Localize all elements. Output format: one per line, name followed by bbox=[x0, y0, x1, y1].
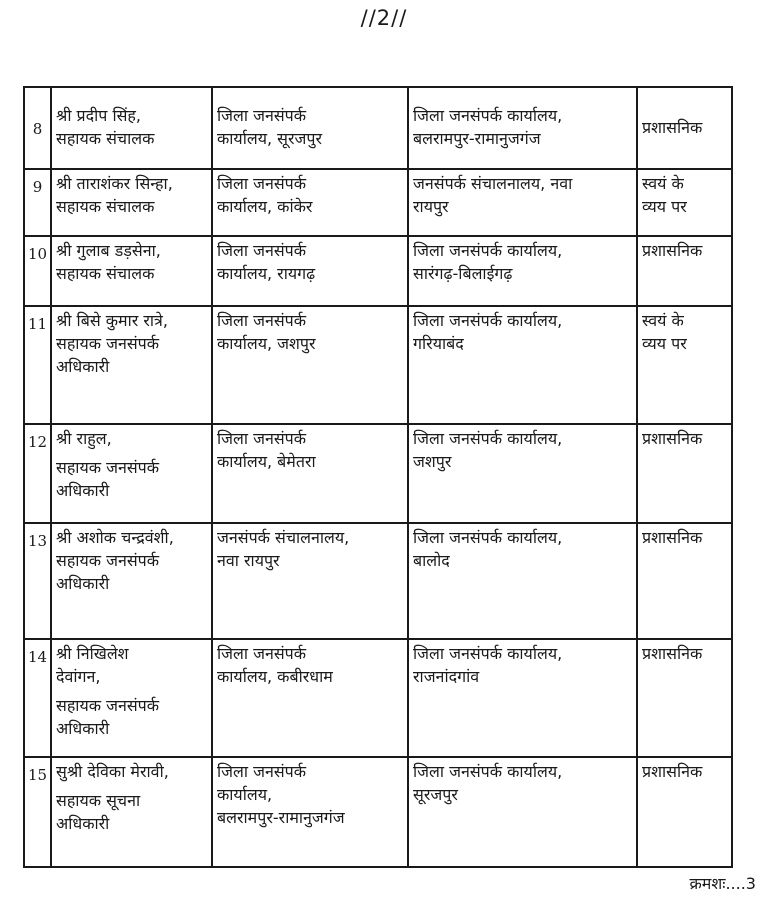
current-posting-line: जिला जनसंपर्क bbox=[217, 429, 307, 448]
current-posting-cell bbox=[212, 236, 408, 306]
new-posting-line: बालोद bbox=[413, 551, 450, 570]
transfer-reason: स्वयं के bbox=[642, 174, 684, 193]
transfer-reason-cell bbox=[637, 757, 732, 867]
transfer-reason-cell bbox=[637, 169, 732, 236]
officer-designation: सहायक संचालक bbox=[56, 129, 155, 148]
new-posting-line: रायपुर bbox=[413, 197, 449, 216]
transfer-reason: प्रशासनिक bbox=[642, 644, 703, 663]
new-posting-cell bbox=[408, 236, 637, 306]
transfer-reason-cell bbox=[637, 87, 732, 169]
current-posting-line: कार्यालय, सूरजपुर bbox=[217, 129, 323, 148]
current-posting-cell bbox=[212, 757, 408, 867]
current-posting-line: कार्यालय, कबीरधाम bbox=[217, 667, 333, 686]
current-posting-line: कार्यालय, जशपुर bbox=[217, 334, 316, 353]
current-posting-line: जिला जनसंपर्क bbox=[217, 241, 307, 260]
officer-name: श्री अशोक चन्द्रवंशी, bbox=[56, 528, 174, 547]
officer-name: सुश्री देविका मेरावी, bbox=[56, 762, 169, 781]
table-row bbox=[24, 306, 732, 424]
new-posting-line: जिला जनसंपर्क कार्यालय, bbox=[413, 106, 563, 125]
current-posting-line: जिला जनसंपर्क bbox=[217, 174, 307, 193]
new-posting-cell bbox=[408, 757, 637, 867]
current-posting-line: जनसंपर्क संचालनालय, bbox=[217, 528, 350, 547]
current-posting-line: कार्यालय, bbox=[217, 785, 273, 804]
serial-number: 13 bbox=[24, 523, 51, 639]
new-posting-line: जिला जनसंपर्क कार्यालय, bbox=[413, 241, 563, 260]
current-posting-line: जिला जनसंपर्क bbox=[217, 762, 307, 781]
officer-cell bbox=[51, 236, 212, 306]
transfer-reason: स्वयं के bbox=[642, 311, 684, 330]
officer-name: श्री राहुल, bbox=[56, 429, 112, 448]
transfer-reason: प्रशासनिक bbox=[642, 528, 703, 547]
new-posting-line: गरियाबंद bbox=[413, 334, 464, 353]
officer-name: श्री प्रदीप सिंह, bbox=[56, 106, 142, 125]
new-posting-line: सूरजपुर bbox=[413, 785, 458, 804]
new-posting-line: जनसंपर्क संचालनालय, नवा bbox=[413, 174, 573, 193]
officer-designation: सहायक संचालक bbox=[56, 197, 155, 216]
transfer-reason: व्यय पर bbox=[642, 334, 687, 353]
new-posting-line: जिला जनसंपर्क कार्यालय, bbox=[413, 762, 563, 781]
transfer-order-table bbox=[23, 86, 733, 868]
new-posting-cell bbox=[408, 523, 637, 639]
transfer-reason-cell bbox=[637, 424, 732, 523]
officer-cell bbox=[51, 306, 212, 424]
continued-marker: क्रमशः....3 bbox=[689, 874, 756, 893]
current-posting-cell bbox=[212, 424, 408, 523]
table-row bbox=[24, 424, 732, 523]
officer-name: श्री बिसे कुमार रात्रे, bbox=[56, 311, 168, 330]
officer-designation: सहायक जनसंपर्क bbox=[56, 334, 160, 353]
officer-name: श्री गुलाब डड़सेना, bbox=[56, 241, 161, 260]
officer-designation: अधिकारी bbox=[56, 357, 110, 376]
current-posting-line: नवा रायपुर bbox=[217, 551, 280, 570]
new-posting-line: जिला जनसंपर्क कार्यालय, bbox=[413, 528, 563, 547]
new-posting-cell bbox=[408, 169, 637, 236]
page-number: //2// bbox=[360, 6, 408, 30]
officer-designation: सहायक जनसंपर्क bbox=[56, 551, 160, 570]
current-posting-line: बलरामपुर-रामानुजगंज bbox=[217, 808, 345, 827]
officer-designation: सहायक संचालक bbox=[56, 264, 155, 283]
officer-cell bbox=[51, 424, 212, 523]
table-row bbox=[24, 87, 732, 169]
serial-number: 14 bbox=[24, 639, 51, 757]
transfer-reason-cell bbox=[637, 236, 732, 306]
table-row bbox=[24, 757, 732, 867]
serial-number: 10 bbox=[24, 236, 51, 306]
officer-designation: अधिकारी bbox=[56, 814, 110, 833]
new-posting-line: जशपुर bbox=[413, 452, 452, 471]
transfer-reason: प्रशासनिक bbox=[642, 241, 703, 260]
serial-number: 8 bbox=[24, 87, 51, 169]
new-posting-cell bbox=[408, 87, 637, 169]
current-posting-cell bbox=[212, 523, 408, 639]
transfer-reason-cell bbox=[637, 639, 732, 757]
table-row bbox=[24, 639, 732, 757]
current-posting-cell bbox=[212, 306, 408, 424]
officer-cell bbox=[51, 639, 212, 757]
serial-number: 15 bbox=[24, 757, 51, 867]
new-posting-line: बलरामपुर-रामानुजगंज bbox=[413, 129, 541, 148]
serial-number: 9 bbox=[24, 169, 51, 236]
officer-designation: सहायक जनसंपर्क bbox=[56, 458, 160, 477]
current-posting-line: कार्यालय, कांकेर bbox=[217, 197, 313, 216]
officer-designation: अधिकारी bbox=[56, 574, 110, 593]
officer-designation: अधिकारी bbox=[56, 719, 110, 738]
officer-designation: सहायक जनसंपर्क bbox=[56, 696, 160, 715]
new-posting-line: जिला जनसंपर्क कार्यालय, bbox=[413, 311, 563, 330]
new-posting-cell bbox=[408, 639, 637, 757]
officer-name: श्री ताराशंकर सिन्हा, bbox=[56, 174, 173, 193]
current-posting-line: कार्यालय, बेमेतरा bbox=[217, 452, 316, 471]
current-posting-line: जिला जनसंपर्क bbox=[217, 106, 307, 125]
officer-cell bbox=[51, 169, 212, 236]
current-posting-line: कार्यालय, रायगढ़ bbox=[217, 264, 316, 283]
serial-number: 12 bbox=[24, 424, 51, 523]
officer-designation: अधिकारी bbox=[56, 481, 110, 500]
officer-name: श्री निखिलेश bbox=[56, 644, 129, 663]
current-posting-cell bbox=[212, 639, 408, 757]
new-posting-cell bbox=[408, 424, 637, 523]
new-posting-line: राजनांदगांव bbox=[413, 667, 480, 686]
transfer-reason-cell bbox=[637, 306, 732, 424]
transfer-reason: व्यय पर bbox=[642, 197, 687, 216]
officer-designation: सहायक सूचना bbox=[56, 791, 141, 810]
new-posting-cell bbox=[408, 306, 637, 424]
transfer-reason: प्रशासनिक bbox=[642, 762, 703, 781]
officer-name: देवांगन, bbox=[56, 667, 101, 686]
officer-cell bbox=[51, 87, 212, 169]
current-posting-line: जिला जनसंपर्क bbox=[217, 311, 307, 330]
transfer-reason: प्रशासनिक bbox=[642, 429, 703, 448]
current-posting-line: जिला जनसंपर्क bbox=[217, 644, 307, 663]
transfer-reason-cell bbox=[637, 523, 732, 639]
table-row bbox=[24, 169, 732, 236]
officer-cell bbox=[51, 757, 212, 867]
table-row bbox=[24, 523, 732, 639]
current-posting-cell bbox=[212, 87, 408, 169]
officer-cell bbox=[51, 523, 212, 639]
table-row bbox=[24, 236, 732, 306]
new-posting-line: जिला जनसंपर्क कार्यालय, bbox=[413, 644, 563, 663]
new-posting-line: सारंगढ़-बिलाईगढ़ bbox=[413, 264, 513, 283]
transfer-reason: प्रशासनिक bbox=[642, 118, 703, 137]
current-posting-cell bbox=[212, 169, 408, 236]
new-posting-line: जिला जनसंपर्क कार्यालय, bbox=[413, 429, 563, 448]
serial-number: 11 bbox=[24, 306, 51, 424]
